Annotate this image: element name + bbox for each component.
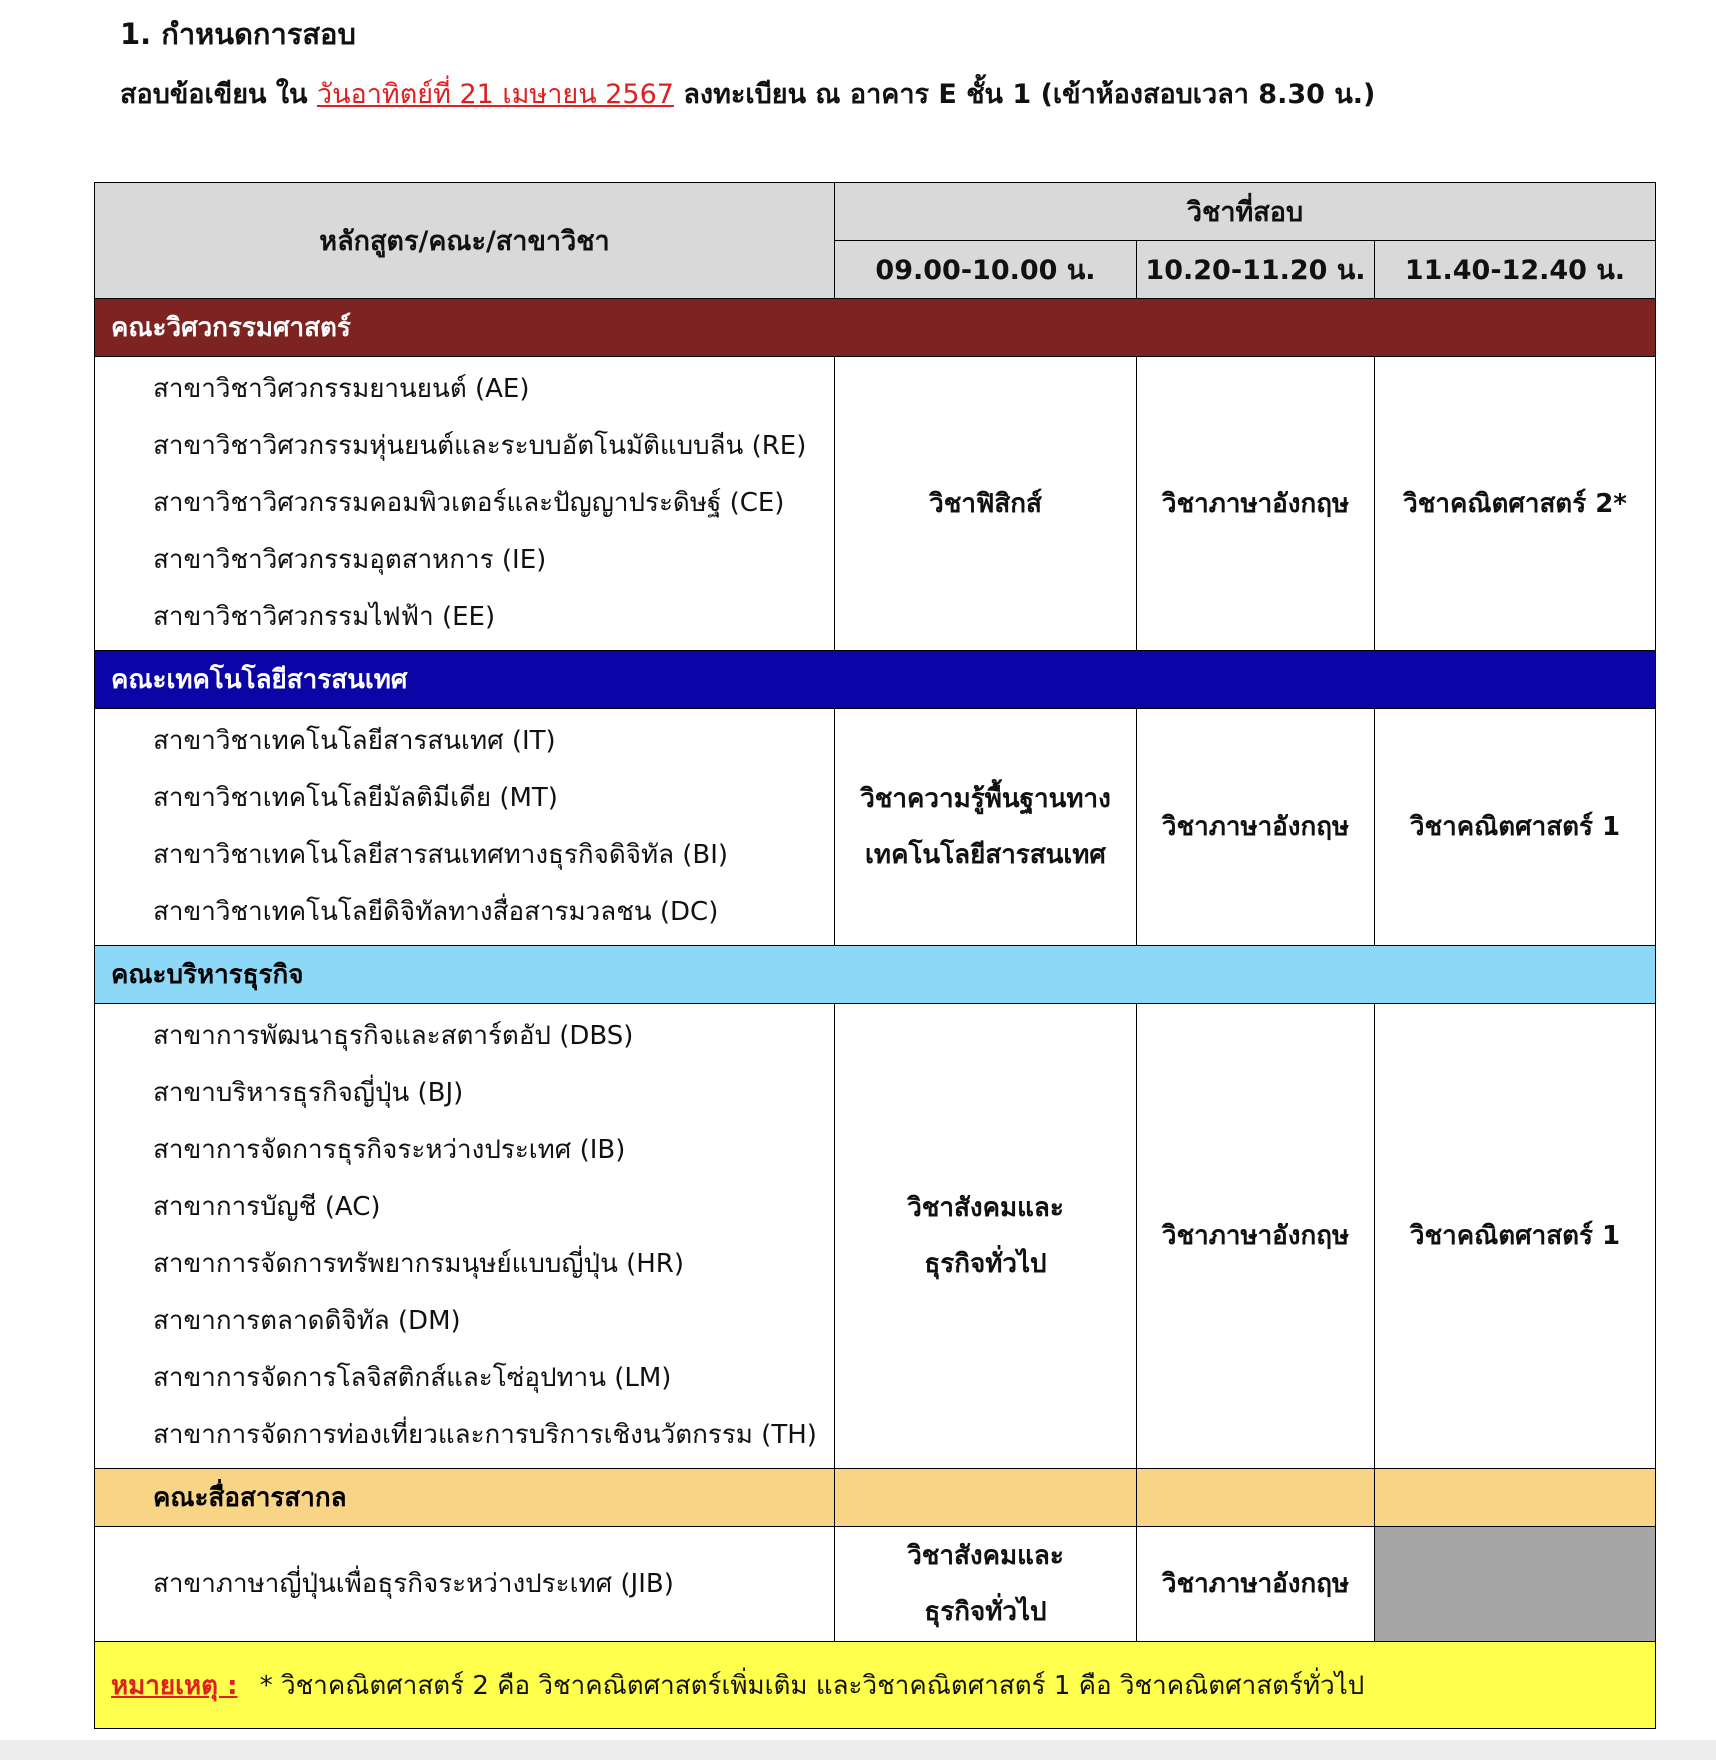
- major-item: สาขาวิชาวิศวกรรมหุ่นยนต์และระบบอัตโนมัติแบบลีน (RE): [153, 431, 807, 461]
- majors-row-it: [95, 709, 1656, 946]
- intro-after: ลงทะเบียน ณ อาคาร E ชั้น 1 (เข้าห้องสอบเวลา 8.30 น.): [673, 79, 1376, 110]
- note-row: [95, 1642, 1656, 1729]
- faculty-name: คณะสื่อสารสากล: [95, 1469, 835, 1527]
- major-item: สาขาวิชาเทคโนโลยีดิจิทัลทางสื่อสารมวลชน (DC): [153, 897, 719, 927]
- major-item: สาขาบริหารธุรกิจญี่ปุ่น (BJ): [153, 1078, 464, 1108]
- program-header: หลักสูตร/คณะ/สาขาวิชา: [95, 183, 835, 299]
- major-item: สาขาวิชาวิศวกรรมยานยนต์ (AE): [153, 374, 530, 404]
- majors-row-engineering: [95, 357, 1656, 651]
- intro-before: สอบข้อเขียน ใน: [120, 79, 317, 110]
- faculty-row-communication: [95, 1469, 1656, 1527]
- faculty-name: คณะเทคโนโลยีสารสนเทศ: [95, 651, 1656, 709]
- section-heading: 1. กำหนดการสอบ: [120, 17, 356, 51]
- majors-row-communication: [95, 1527, 1656, 1642]
- subject-cell: วิชาสังคมและ ธุรกิจทั่วไป: [835, 1004, 1137, 1469]
- note-label: หมายเหตุ :: [111, 1670, 238, 1701]
- note-text: * วิชาคณิตศาสตร์ 2 คือ วิชาคณิตศาสตร์เพิ่มเติม และวิชาคณิตศาสตร์ 1 คือ วิชาคณิตศาสตร์ทั่วไป: [259, 1670, 1365, 1701]
- faculty-name: คณะบริหารธุรกิจ: [95, 946, 1656, 1004]
- major-item: สาขาการจัดการโลจิสติกส์และโซ่อุปทาน (LM): [153, 1363, 672, 1393]
- major-item: สาขาวิชาเทคโนโลยีสารสนเทศ (IT): [153, 726, 556, 756]
- note-cell: [95, 1642, 1656, 1729]
- subject-cell: วิชาภาษาอังกฤษ: [1137, 709, 1375, 946]
- major-item: สาขาวิชาเทคโนโลยีสารสนเทศทางธุรกิจดิจิทัล (BI): [153, 840, 729, 870]
- empty-cell: [1137, 1469, 1375, 1527]
- major-item: สาขาวิชาเทคโนโลยีมัลติมีเดีย (MT): [153, 783, 558, 813]
- faculty-row-engineering: [95, 299, 1656, 357]
- exam-schedule-table: [94, 182, 1656, 1729]
- subject-cell: วิชาคณิตศาสตร์ 2*: [1375, 357, 1656, 651]
- faculty-row-business: [95, 946, 1656, 1004]
- major-item: สาขาการจัดการทรัพยากรมนุษย์แบบญี่ปุ่น (HR): [153, 1249, 685, 1279]
- subject-cell: วิชาภาษาอังกฤษ: [1137, 1527, 1375, 1642]
- empty-cell: [835, 1469, 1137, 1527]
- majors-list: [95, 357, 835, 651]
- exam-intro: [120, 72, 1375, 118]
- subject-cell: วิชาฟิสิกส์: [835, 357, 1137, 651]
- major-item: สาขาการตลาดดิจิทัล (DM): [153, 1306, 461, 1336]
- major-item: สาขาการจัดการท่องเที่ยวและการบริการเชิงนวัตกรรม (TH): [153, 1420, 817, 1450]
- time-slot-3: 11.40-12.40 น.: [1375, 241, 1656, 299]
- majors-row-business: [95, 1004, 1656, 1469]
- faculty-row-it: [95, 651, 1656, 709]
- majors-list: [95, 709, 835, 946]
- no-exam-cell: [1375, 1527, 1656, 1642]
- subject-cell: วิชาภาษาอังกฤษ: [1137, 357, 1375, 651]
- time-slot-2: 10.20-11.20 น.: [1137, 241, 1375, 299]
- major-item: สาขาการบัญชี (AC): [153, 1192, 381, 1222]
- major-item: สาขาวิชาวิศวกรรมคอมพิวเตอร์และปัญญาประดิษฐ์ (CE): [153, 488, 785, 518]
- empty-cell: [1375, 1469, 1656, 1527]
- major-item: สาขาวิชาวิศวกรรมไฟฟ้า (EE): [153, 602, 496, 632]
- major-item: สาขาภาษาญี่ปุ่นเพื่อธุรกิจระหว่างประเทศ (JIB): [153, 1568, 674, 1599]
- majors-list: [95, 1527, 835, 1642]
- major-item: สาขาวิชาวิศวกรรมอุตสาหการ (IE): [153, 545, 547, 575]
- faculty-name: คณะวิศวกรรมศาสตร์: [95, 299, 1656, 357]
- page-bottom-shade: [0, 1740, 1716, 1760]
- subject-cell: วิชาคณิตศาสตร์ 1: [1375, 1004, 1656, 1469]
- subject-header: วิชาที่สอบ: [835, 183, 1656, 241]
- subject-cell: วิชาสังคมและ ธุรกิจทั่วไป: [835, 1527, 1137, 1642]
- time-slot-1: 09.00-10.00 น.: [835, 241, 1137, 299]
- major-item: สาขาการจัดการธุรกิจระหว่างประเทศ (IB): [153, 1135, 626, 1165]
- subject-cell: วิชาภาษาอังกฤษ: [1137, 1004, 1375, 1469]
- subject-cell: วิชาคณิตศาสตร์ 1: [1375, 709, 1656, 946]
- exam-date: วันอาทิตย์ที่ 21 เมษายน 2567: [316, 79, 674, 110]
- major-item: สาขาการพัฒนาธุรกิจและสตาร์ตอัป (DBS): [153, 1021, 634, 1051]
- subject-cell: วิชาความรู้พื้นฐานทาง เทคโนโลยีสารสนเทศ: [835, 709, 1137, 946]
- majors-list: [95, 1004, 835, 1469]
